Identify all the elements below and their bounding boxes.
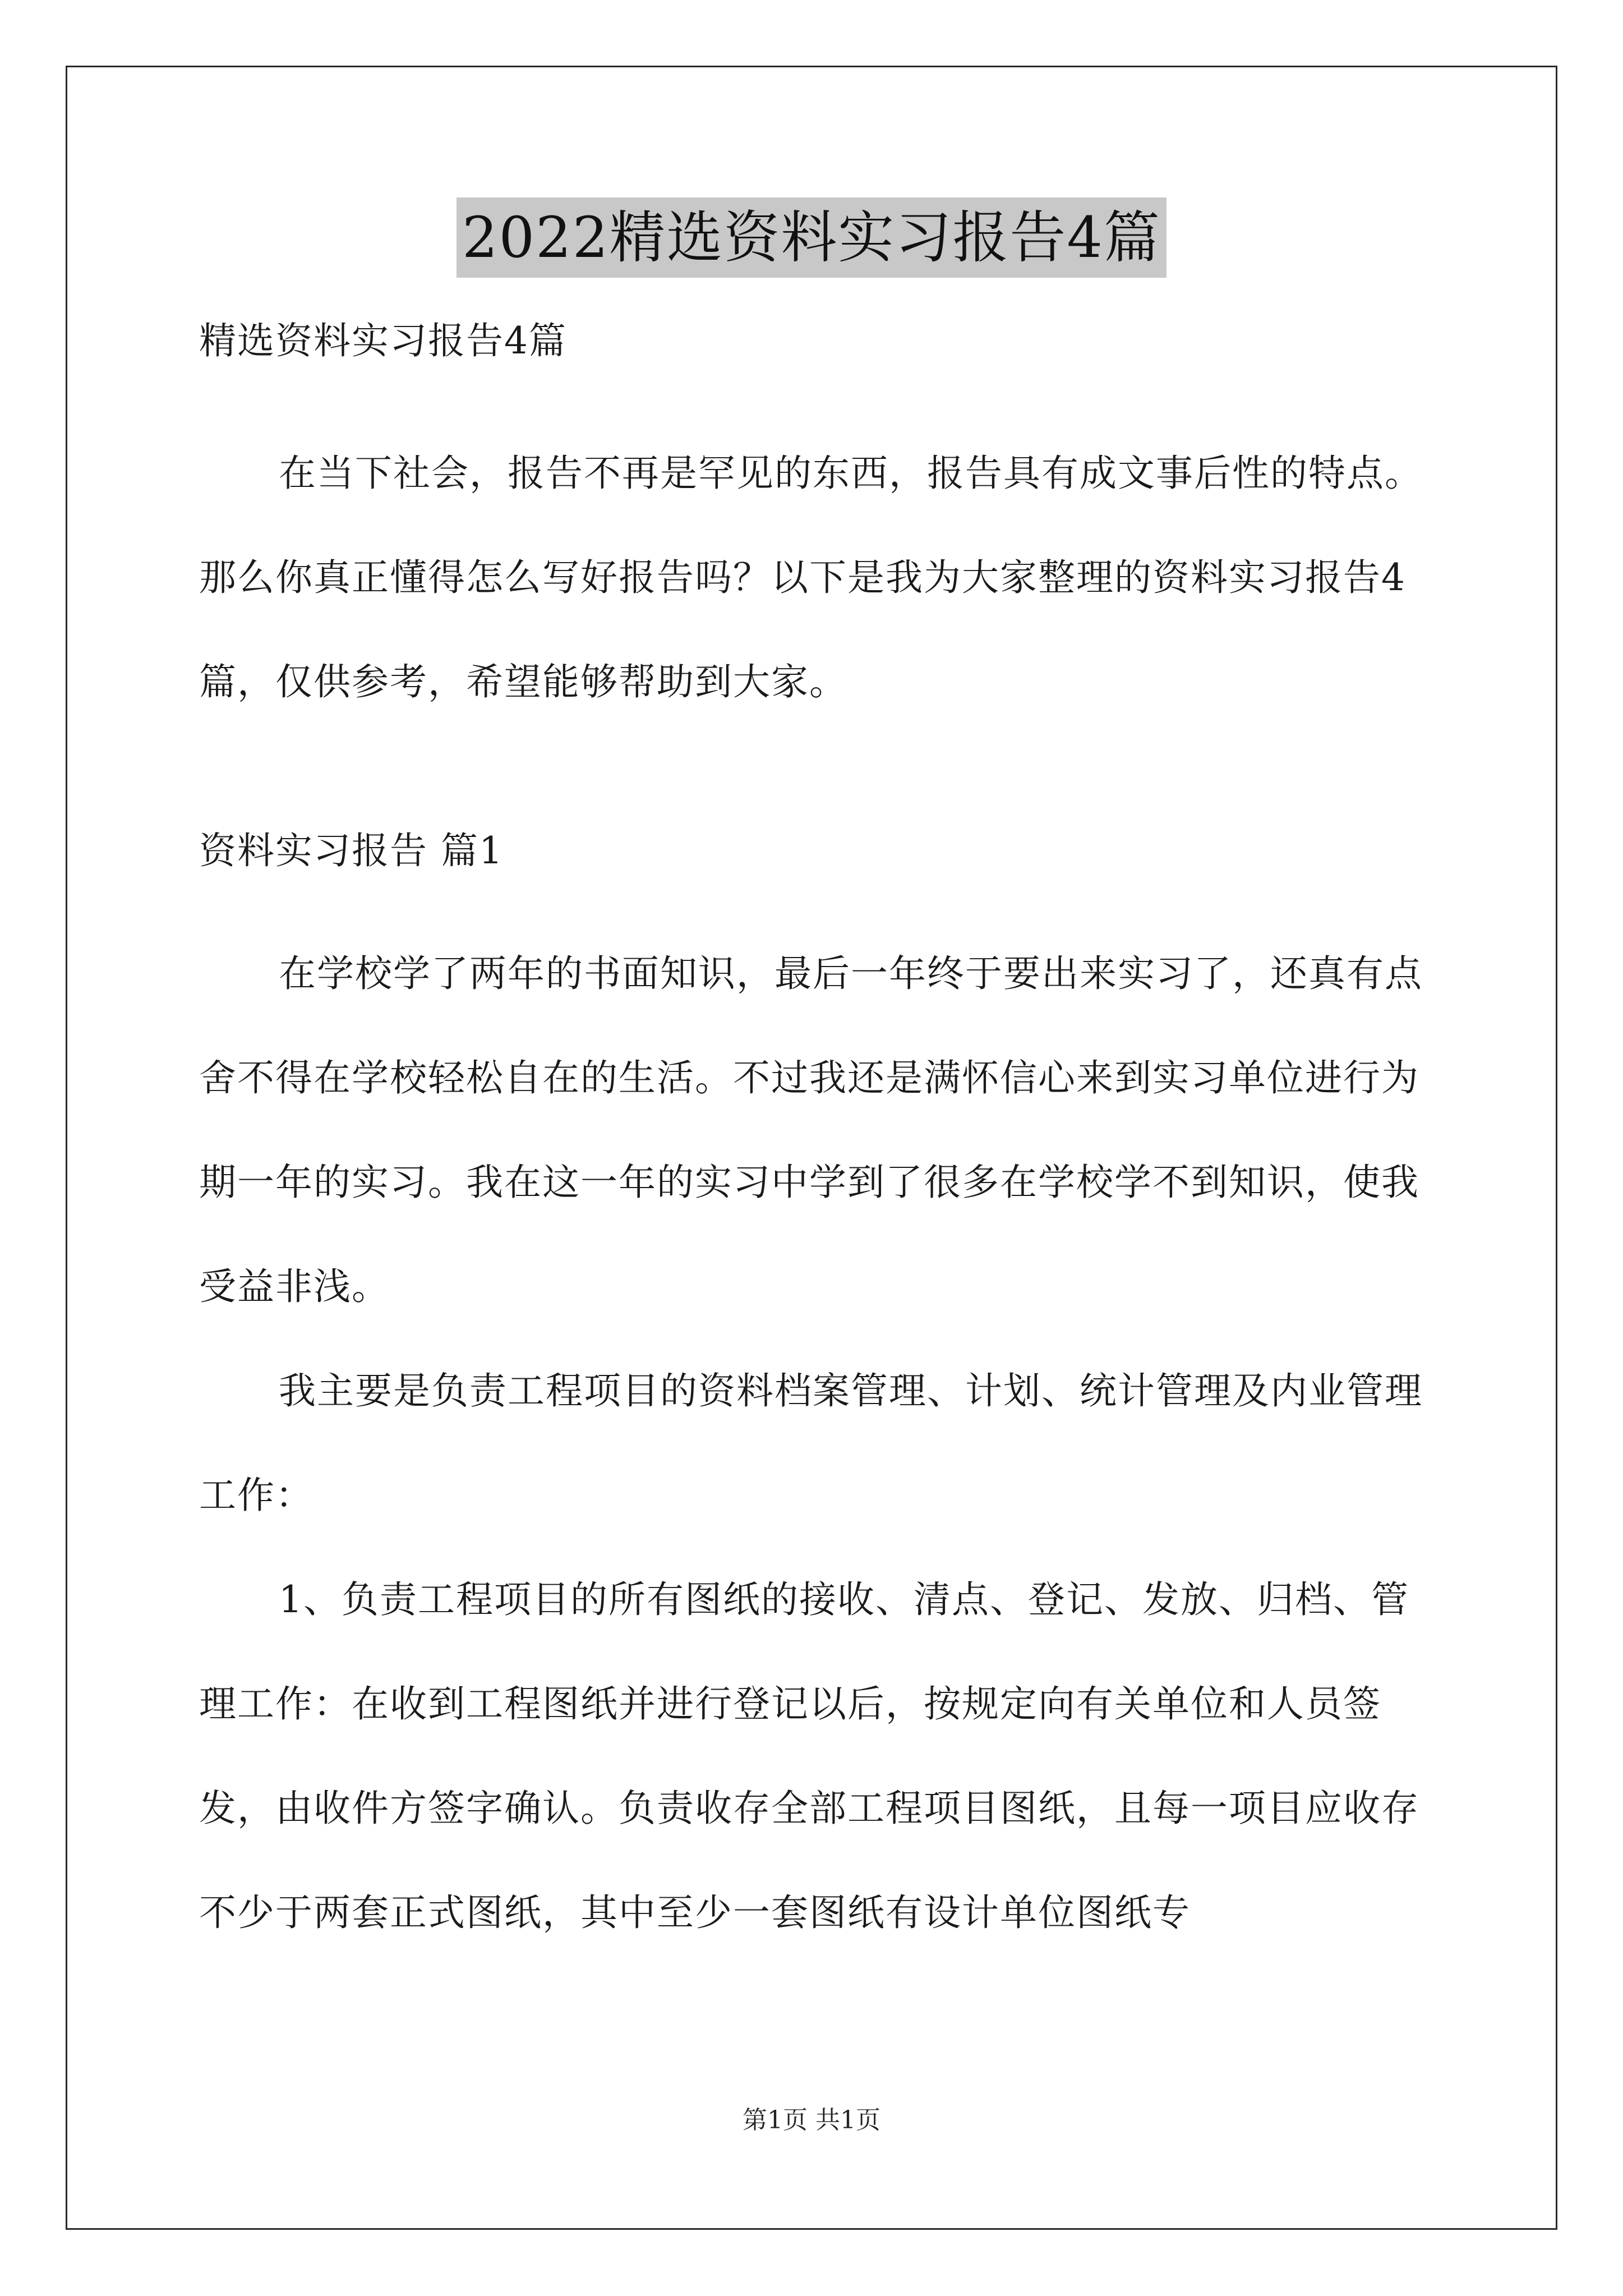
intro-paragraph: 在当下社会，报告不再是罕见的东西，报告具有成文事后性的特点。那么你真正懂得怎么写好报告吗？以下是我为大家整理的资料实习报告4篇，仅供参考，希望能够帮助到大家。 bbox=[199, 452, 1423, 703]
section-heading: 资料实习报告 篇1 bbox=[199, 829, 504, 872]
body-paragraph-1: 在学校学了两年的书面知识，最后一年终于要出来实习了，还真有点舍不得在学校轻松自在的生活。不过我还是满怀信心来到实习单位进行为期一年的实习。我在这一年的实习中学到了很多在学校学不到知识，使我受益非浅。 bbox=[199, 952, 1423, 1308]
body-paragraph-2: 我主要是负责工程项目的资料档案管理、计划、统计管理及内业管理工作： bbox=[199, 1369, 1423, 1517]
document-title: 2022精选资料实习报告4篇 bbox=[457, 197, 1166, 278]
document-body bbox=[199, 314, 1433, 1965]
title-container bbox=[0, 197, 1623, 278]
document-subtitle: 精选资料实习报告4篇 bbox=[199, 319, 567, 362]
body-paragraph-3: 1、负责工程项目的所有图纸的接收、清点、登记、发放、归档、管理工作：在收到工程图纸并进行登记以后，按规定向有关单位和人员签发，由收件方签字确认。负责收存全部工程项目图纸，且每一项目应收存不少于两套正式图纸，其中至少一套图纸有设计单位图纸专 bbox=[199, 1578, 1419, 1934]
page-footer: 第1页 共1页 bbox=[743, 2106, 880, 2134]
